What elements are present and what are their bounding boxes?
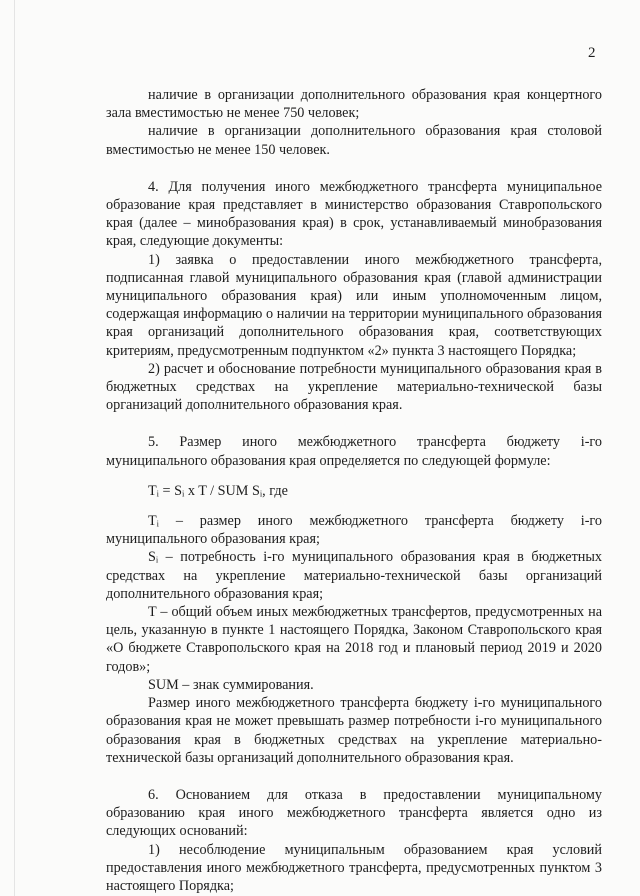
paragraph: Sᵢ – потребность i-го муниципального образования края в бюджетных средствах на укрепление материально-технической базы организаций дополнительного образования края;	[106, 549, 602, 602]
paragraph: 2) расчет и обоснование потребности муниципального образования края в бюджетных средствах на укрепление материально-технической базы организаций дополнительного образования края.	[106, 360, 602, 414]
paragraph: Tᵢ – размер иного межбюджетного трансферта бюджету i-го муниципального образования края;	[106, 513, 602, 548]
formula: Tᵢ = Sᵢ x T / SUM Sᵢ, где	[148, 482, 288, 499]
paragraph: 6. Основанием для отказа в предоставлении муниципальному образованию края иного межбюджетного трансферта является одно из следующих оснований:	[106, 786, 602, 840]
paragraph: T – общий объем иных межбюджетных трансфертов, предусмотренных на цель, указанную в пункте 1 настоящего Порядка, Законом Ставропольского края «О бюджете Ставропольского края на 2018 год и плановый период 2019 и 2020 годов»;	[106, 604, 602, 675]
paragraph: SUM – знак суммирования.	[148, 676, 314, 693]
paragraph: наличие в организации дополнительного образования края концертного зала вместимостью не менее 750 человек;	[106, 87, 602, 122]
paragraph: Размер иного межбюджетного трансферта бюджету i-го муниципального образования края не может превышать размер потребности i-го муниципального образования края в бюджетных средствах на укрепление материально-технической базы организаций дополнительного образования края.	[106, 695, 602, 766]
document-body	[106, 86, 602, 895]
paragraph: 1) заявка о предоставлении иного межбюджетного трансферта, подписанная главой муниципального образования края (главой администрации муниципального образования края) или иным уполномоченным лицом, содержащая информацию о наличии на территории муниципального образования края организаций дополнительного образования края, соответствующих критериям, предусмотренным подпунктом «2» пункта 3 настоящего Порядка;	[106, 251, 602, 359]
paragraph: 4. Для получения иного межбюджетного трансферта муниципальное образование края представляет в министерство образования Ставропольского края (далее – минобразования края) в срок, устанавливаемый минобразования края, следующие документы:	[106, 178, 602, 250]
page-number: 2	[588, 45, 596, 61]
scan-edge	[14, 0, 15, 896]
paragraph: 5. Размер иного межбюджетного трансферта бюджету i-го муниципального образования края определяется по следующей формуле:	[106, 434, 602, 469]
paragraph: 1) несоблюдение муниципальным образованием края условий предоставления иного межбюджетного трансферта, предусмотренных пунктом 3 настоящего Порядка;	[106, 841, 602, 894]
paragraph: наличие в организации дополнительного образования края столовой вместимостью не менее 150 человек.	[106, 123, 602, 158]
